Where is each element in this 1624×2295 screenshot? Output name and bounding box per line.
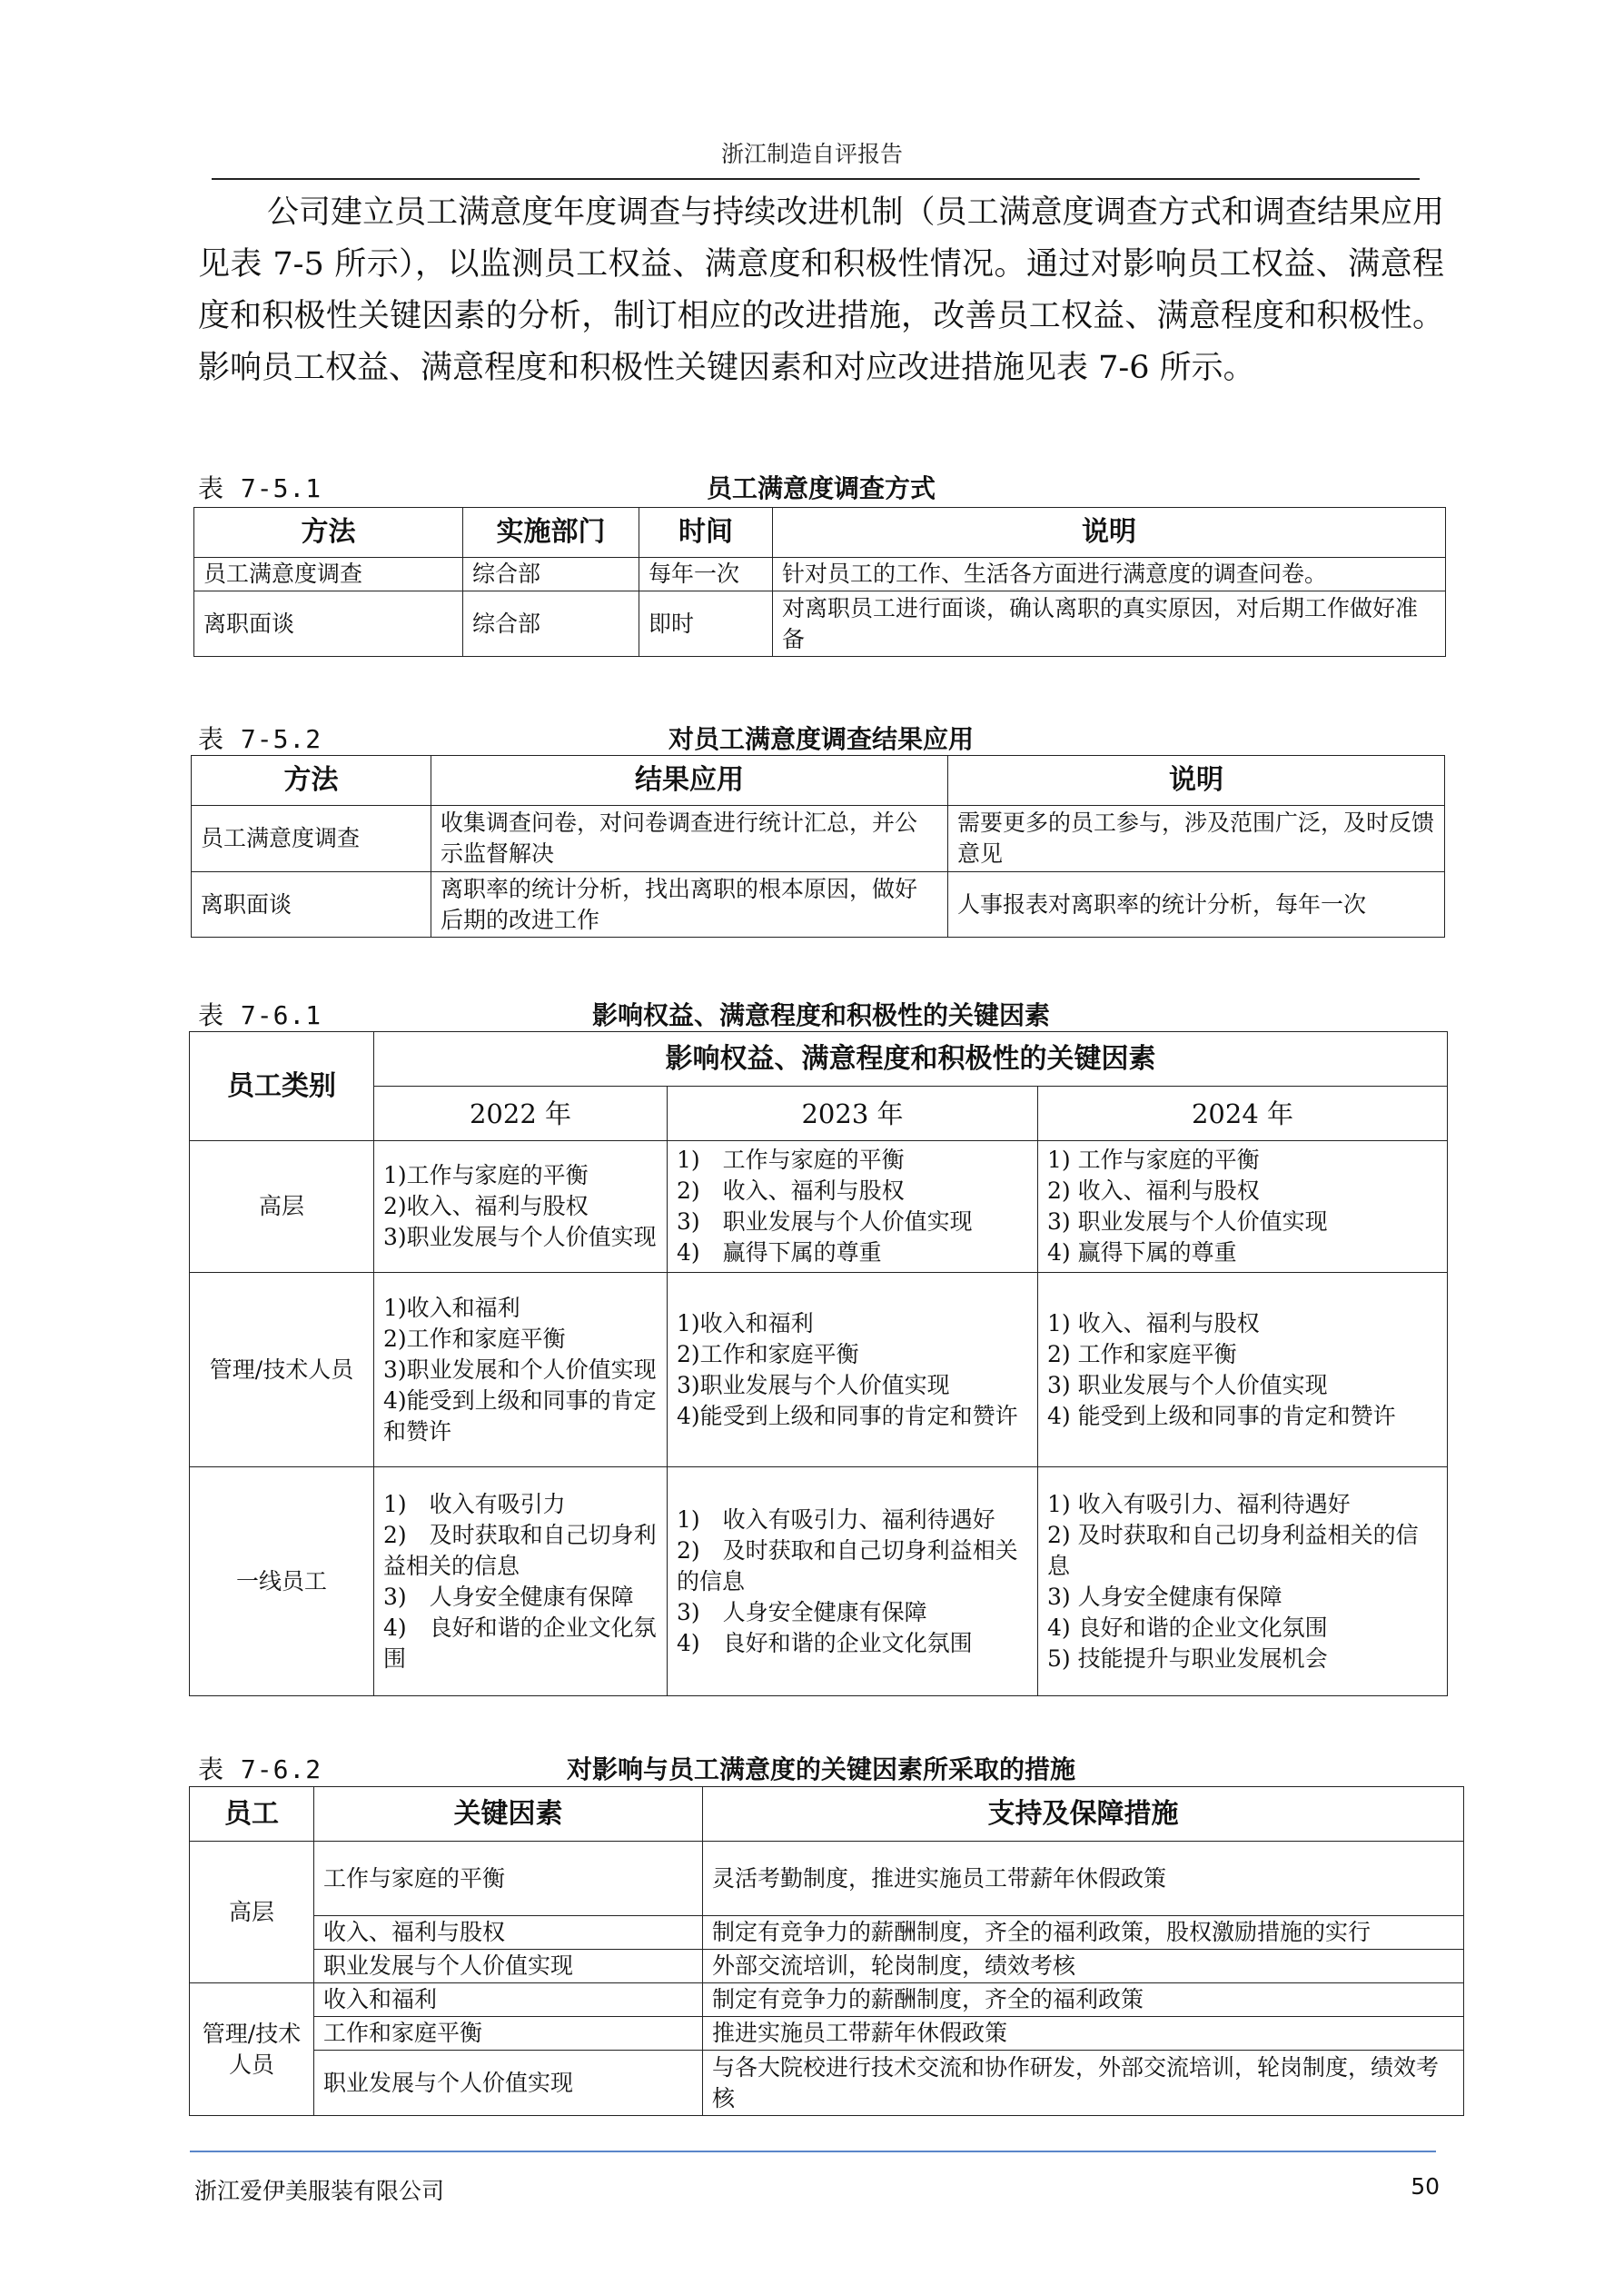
table-row <box>190 1467 1448 1696</box>
list-item: 2) 及时获取和自己切身利益相关的信息 <box>1047 1521 1419 1579</box>
support-measure: 推进实施员工带薪年休假政策 <box>703 2017 1464 2051</box>
factor-list <box>1038 1141 1448 1273</box>
table-row <box>190 1842 1464 1916</box>
table-7-5-1 <box>193 507 1446 657</box>
list-item: 3)职业发展与个人价值实现 <box>677 1371 950 1398</box>
table-cell: 需要更多的员工参与，涉及范围广泛，及时反馈意见 <box>948 806 1445 872</box>
table-row <box>190 1273 1448 1467</box>
table-number: 表 7-6.1 <box>198 1000 322 1030</box>
column-header: 员工 <box>190 1787 314 1842</box>
table-cell: 综合部 <box>463 558 639 591</box>
table-cell: 对离职员工进行面谈，确认离职的真实原因，对后期工作做好准备 <box>773 591 1446 657</box>
column-header: 说明 <box>773 508 1446 558</box>
column-header: 方法 <box>194 508 463 558</box>
list-item: 3)职业发展和个人价值实现 <box>383 1356 657 1383</box>
employee-category-header: 员工类别 <box>190 1032 374 1141</box>
list-item: 1)收入和福利 <box>383 1294 520 1321</box>
column-header: 说明 <box>948 756 1445 806</box>
table-title: 对影响与员工满意度的关键因素所采取的措施 <box>566 1754 1075 1784</box>
key-factor: 收入、福利与股权 <box>314 1916 703 1950</box>
table-row <box>190 2051 1464 2116</box>
table-cell: 每年一次 <box>639 558 773 591</box>
list-item: 2) 收入、福利与股权 <box>677 1177 905 1204</box>
table-7-5-1-caption <box>198 469 1444 505</box>
list-item: 4) 能受到上级和同事的肯定和赞许 <box>1047 1402 1396 1429</box>
factor-list <box>374 1141 668 1273</box>
table-cell: 离职面谈 <box>194 591 463 657</box>
table-7-6-1 <box>189 1031 1448 1696</box>
table-title: 员工满意度调查方式 <box>706 473 936 503</box>
column-header: 支持及保障措施 <box>703 1787 1464 1842</box>
key-factors-header: 影响权益、满意程度和积极性的关键因素 <box>374 1032 1448 1087</box>
table-cell: 收集调查问卷，对问卷调查进行统计汇总，并公示监督解决 <box>431 806 948 872</box>
list-item: 3) 人身安全健康有保障 <box>1047 1583 1282 1610</box>
list-item: 2) 及时获取和自己切身利益相关的信息 <box>383 1521 657 1579</box>
table-row <box>192 872 1445 938</box>
support-measure: 灵活考勤制度，推进实施员工带薪年休假政策 <box>703 1842 1464 1916</box>
page-number: 50 <box>1411 2173 1440 2200</box>
table-number: 表 7-5.1 <box>198 473 322 503</box>
table-row <box>190 2017 1464 2051</box>
list-item: 3) 职业发展与个人价值实现 <box>677 1208 973 1235</box>
table-7-5-2 <box>191 755 1445 938</box>
intro-paragraph: 公司建立员工满意度年度调查与持续改进机制（员工满意度调查方式和调查结果应用见表 7-5 所示），以监测员工权益、满意度和积极性情况。通过对影响员工权益、满意程度和积极性关键因素的分析，制订相应的改进措施，改善员工权益、满意程度和积极性。影响员工权益、满意程度和积极性关键因素和对应改进措施见表 7-6 所示。 <box>198 194 1444 386</box>
support-measure: 外部交流培训，轮岗制度，绩效考核 <box>703 1950 1464 1983</box>
year-header: 2024 年 <box>1038 1087 1448 1141</box>
table-7-6-1-caption <box>198 996 1444 1032</box>
list-item: 4) 良好和谐的企业文化氛围 <box>1047 1614 1328 1641</box>
list-item: 1)收入和福利 <box>677 1309 814 1336</box>
table-row <box>190 1916 1464 1950</box>
list-item: 2) 收入、福利与股权 <box>1047 1177 1260 1204</box>
list-item: 1) 收入有吸引力 <box>383 1490 566 1517</box>
key-factor: 工作和家庭平衡 <box>314 2017 703 2051</box>
table-row <box>192 806 1445 872</box>
header-divider <box>212 178 1420 180</box>
list-item: 5) 技能提升与职业发展机会 <box>1047 1644 1328 1672</box>
factor-list <box>668 1273 1038 1467</box>
list-item: 1) 工作与家庭的平衡 <box>1047 1147 1260 1173</box>
table-cell: 即时 <box>639 591 773 657</box>
list-item: 1)工作与家庭的平衡 <box>383 1162 589 1188</box>
table-number: 表 7-6.2 <box>198 1754 322 1784</box>
employee-category: 管理/技术人员 <box>190 1273 374 1467</box>
table-7-5-2-caption <box>198 720 1444 756</box>
list-item: 2)工作和家庭平衡 <box>677 1340 859 1367</box>
column-header: 实施部门 <box>463 508 639 558</box>
table-row <box>190 1950 1464 1983</box>
table-cell: 针对员工的工作、生活各方面进行满意度的调查问卷。 <box>773 558 1446 591</box>
factor-list <box>668 1141 1038 1273</box>
column-header: 结果应用 <box>431 756 948 806</box>
table-cell: 人事报表对离职率的统计分析，每年一次 <box>948 872 1445 938</box>
support-measure: 制定有竞争力的薪酬制度，齐全的福利政策，股权激励措施的实行 <box>703 1916 1464 1950</box>
table-number: 表 7-5.2 <box>198 724 322 754</box>
column-header: 关键因素 <box>314 1787 703 1842</box>
footer-divider <box>190 2151 1436 2152</box>
list-item: 3) 人身安全健康有保障 <box>383 1583 634 1610</box>
list-item: 1) 收入有吸引力、福利待遇好 <box>1047 1490 1351 1517</box>
column-header: 时间 <box>639 508 773 558</box>
employee-category: 一线员工 <box>190 1467 374 1696</box>
list-item: 4) 良好和谐的企业文化氛围 <box>677 1629 973 1656</box>
year-header: 2023 年 <box>668 1087 1038 1141</box>
key-factor: 职业发展与个人价值实现 <box>314 1950 703 1983</box>
page-header-title: 浙江制造自评报告 <box>720 141 903 167</box>
table-cell: 综合部 <box>463 591 639 657</box>
table-cell: 员工满意度调查 <box>192 806 431 872</box>
key-factor: 工作与家庭的平衡 <box>314 1842 703 1916</box>
table-cell: 员工满意度调查 <box>194 558 463 591</box>
key-factor: 职业发展与个人价值实现 <box>314 2051 703 2116</box>
support-measure: 与各大院校进行技术交流和协作研发，外部交流培训，轮岗制度，绩效考核 <box>703 2051 1464 2116</box>
list-item: 3) 人身安全健康有保障 <box>677 1598 927 1625</box>
list-item: 3)职业发展与个人价值实现 <box>383 1224 657 1250</box>
list-item: 3) 职业发展与个人价值实现 <box>1047 1208 1328 1235</box>
factor-list <box>1038 1467 1448 1696</box>
column-header: 方法 <box>192 756 431 806</box>
list-item: 2) 工作和家庭平衡 <box>1047 1340 1237 1367</box>
employee-group: 管理/技术人员 <box>190 1983 314 2116</box>
list-item: 1) 收入、福利与股权 <box>1047 1309 1260 1336</box>
employee-category: 高层 <box>190 1141 374 1273</box>
list-item: 2)收入、福利与股权 <box>383 1193 589 1219</box>
support-measure: 制定有竞争力的薪酬制度，齐全的福利政策 <box>703 1983 1464 2017</box>
factor-list <box>374 1273 668 1467</box>
table-row <box>194 558 1446 591</box>
list-item: 2) 及时获取和自己切身利益相关的信息 <box>677 1536 1018 1595</box>
list-item: 4) 赢得下属的尊重 <box>1047 1239 1237 1266</box>
list-item: 3) 职业发展与个人价值实现 <box>1047 1371 1328 1398</box>
table-row <box>190 1141 1448 1273</box>
list-item: 1) 工作与家庭的平衡 <box>677 1147 905 1173</box>
table-row <box>190 1983 1464 2017</box>
factor-list <box>374 1467 668 1696</box>
employee-group: 高层 <box>190 1842 314 1983</box>
list-item: 4) 赢得下属的尊重 <box>677 1239 882 1266</box>
table-row <box>194 591 1446 657</box>
factor-list <box>1038 1273 1448 1467</box>
footer-company: 浙江爱伊美服装有限公司 <box>194 2178 445 2204</box>
key-factor: 收入和福利 <box>314 1983 703 2017</box>
list-item: 4) 良好和谐的企业文化氛围 <box>383 1614 657 1672</box>
table-cell: 离职率的统计分析，找出离职的根本原因，做好后期的改进工作 <box>431 872 948 938</box>
table-7-6-2 <box>189 1786 1464 2116</box>
list-item: 1) 收入有吸引力、福利待遇好 <box>677 1505 995 1533</box>
table-title: 影响权益、满意程度和积极性的关键因素 <box>591 1000 1050 1030</box>
year-header: 2022 年 <box>374 1087 668 1141</box>
list-item: 4)能受到上级和同事的肯定和赞许 <box>383 1386 657 1445</box>
table-title: 对员工满意度调查结果应用 <box>668 724 974 754</box>
list-item: 2)工作和家庭平衡 <box>383 1325 566 1352</box>
list-item: 4)能受到上级和同事的肯定和赞许 <box>677 1402 1018 1429</box>
table-7-6-2-caption <box>198 1750 1444 1786</box>
factor-list <box>668 1467 1038 1696</box>
table-cell: 离职面谈 <box>192 872 431 938</box>
